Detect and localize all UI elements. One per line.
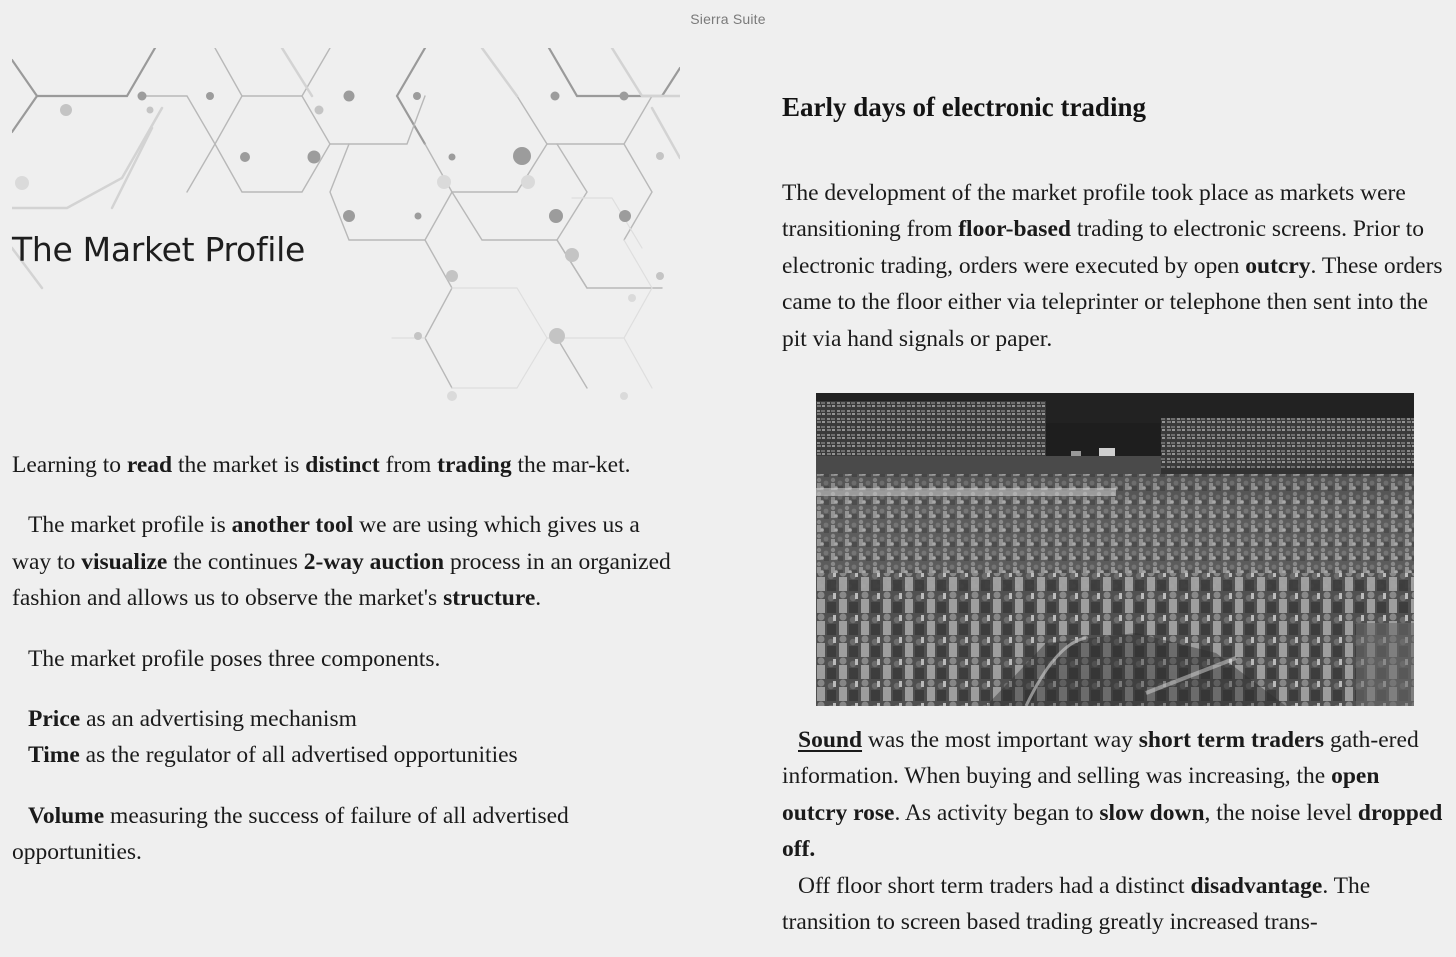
hexagon-network-illustration <box>12 48 680 410</box>
bold-text: 2-way auction <box>303 548 445 575</box>
bold-text: outcry <box>1245 252 1311 279</box>
text: we are using which gives us a way to <box>12 512 640 575</box>
bold-text: open outcry rose <box>782 763 1380 826</box>
component-volume <box>12 798 680 871</box>
paragraph-off-floor <box>782 868 1447 941</box>
paragraph-market-transition <box>782 175 1447 357</box>
component-desc: as an advertising mechanism <box>80 706 357 733</box>
text: The development of the market profile took place as markets were transitioning from <box>782 180 1406 243</box>
trading-floor-photo <box>816 393 1414 706</box>
right-lower-text <box>782 722 1447 940</box>
text: The market profile is <box>28 512 232 539</box>
text: . <box>535 585 542 612</box>
text: process in an organized fashion and allows us to observe the market's <box>12 548 671 612</box>
paragraph-sound <box>782 722 1447 868</box>
text: . These orders came to the floor either via teleprinter or telephone then sent into the pit via hand signals or paper. <box>782 252 1443 352</box>
bold-text: slow down <box>1099 799 1205 826</box>
bold-text: floor-based <box>958 216 1071 243</box>
chapter-title: The Market Profile <box>12 230 306 269</box>
component-time <box>12 737 680 773</box>
left-page <box>12 0 680 957</box>
component-term: Volume <box>28 802 105 829</box>
bold-text: another tool <box>231 512 354 539</box>
component-desc: as the regulator of all advertised opportunities <box>79 742 518 769</box>
text: Off floor short term traders had a distinct <box>798 872 1191 899</box>
text: Learning to <box>12 452 127 478</box>
text: the mar-ket. <box>511 452 631 478</box>
text: trading to electronic screens. Prior to electronic trading, orders were executed by open <box>782 216 1424 279</box>
left-body-text <box>12 447 680 871</box>
underlined-bold-text: Sound <box>798 727 863 753</box>
text: the market is <box>172 452 306 478</box>
bold-text: structure <box>443 585 536 612</box>
component-term: Time <box>28 742 80 769</box>
window-title: Sierra Suite <box>690 11 766 27</box>
component-desc: measuring the success of failure of all advertised opportunities. <box>12 802 569 866</box>
bold-text: distinct <box>305 452 380 478</box>
text: . The transition to screen based trading greatly increased trans- <box>782 872 1371 936</box>
paragraph-another-tool <box>12 507 680 616</box>
paragraph-three-components: The market profile poses three components. <box>28 645 441 672</box>
bold-text: visualize <box>81 548 168 575</box>
bold-text: short term traders <box>1138 727 1325 753</box>
right-page <box>782 0 1447 957</box>
bold-text: disadvantage <box>1190 872 1323 899</box>
text: was the most important way <box>862 727 1139 753</box>
text: gath-ered information. When buying and selling was increasing, the <box>782 727 1419 790</box>
text: from <box>379 452 438 478</box>
section-heading: Early days of electronic trading <box>782 92 1146 122</box>
bold-text: trading <box>437 452 512 478</box>
bold-text: dropped off. <box>782 799 1443 863</box>
paragraph-reading-market <box>12 447 680 483</box>
text: . As activity began to <box>894 799 1100 826</box>
component-price <box>12 701 680 737</box>
component-term: Price <box>28 706 81 733</box>
bold-text: read <box>126 452 173 478</box>
text: , the noise level <box>1204 799 1358 826</box>
text: the continues <box>167 548 304 575</box>
